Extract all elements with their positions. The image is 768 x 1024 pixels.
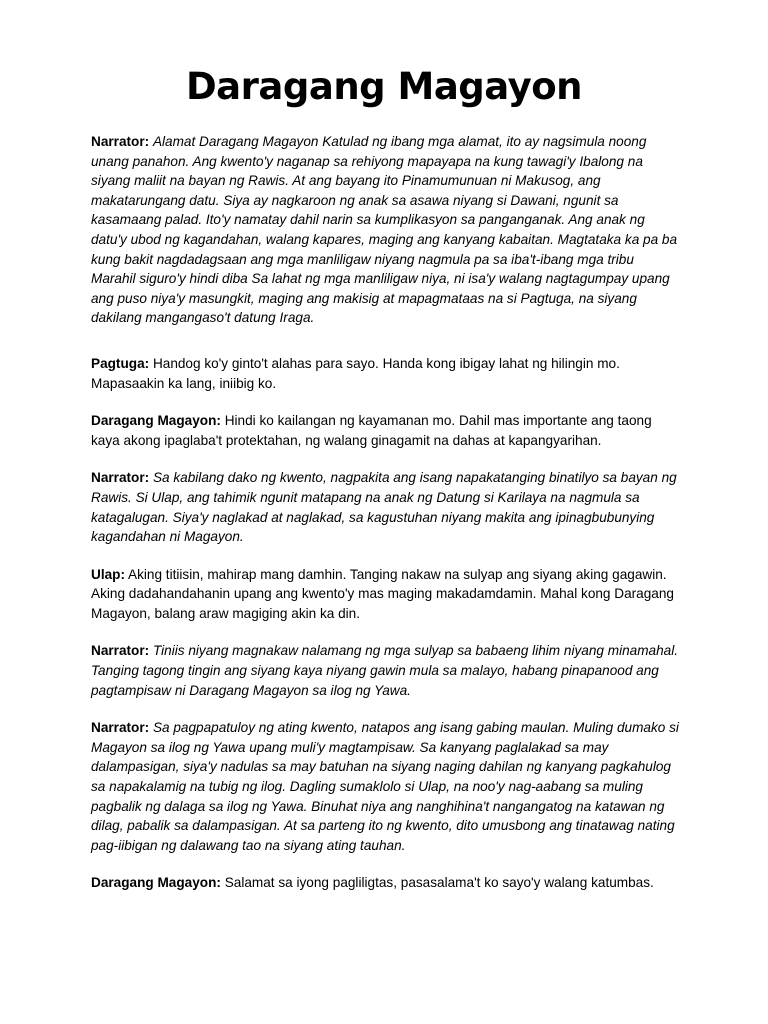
paragraph-text: Salamat sa iyong pagliligtas, pasasalama't ko sayo'y walang katumbas. — [224, 875, 654, 891]
paragraph-narrator-sulyap — [91, 641, 681, 700]
paragraph-magayon-reply — [91, 411, 681, 450]
speaker-label: Daragang Magayon: — [91, 875, 221, 891]
paragraph-text: Sa kabilang dako ng kwento, nagpakita ang isang napakatanging binatilyo sa bayan ng Rawis. Si Ulap, ang tahimik ngunit matapang na anak ng Datung si Karilaya na nagmula sa katagalugan. Siya'y naglakad at naglakad, sa kagustuhan niyang makita ang ipinagbubunying kagandahan ni Magayon. — [91, 470, 677, 545]
page-title: Daragang Magayon — [185, 65, 583, 108]
paragraph-narrator-ulap — [91, 468, 681, 546]
paragraph-text: Hindi ko kailangan ng kayamanan mo. Dahil mas importante ang taong kaya akong ipaglaba't protektahan, ng walang ginagamit na dahas at kapangyarihan. — [91, 413, 652, 448]
paragraph-text: Handog ko'y ginto't alahas para sayo. Handa kong ibigay lahat ng hilingin mo. Mapasaakin ka lang, iniibig ko. — [91, 355, 620, 391]
paragraph-text: Alamat Daragang Magayon Katulad ng ibang mga alamat, ito ay nagsimula noong unang panahon. Ang kwento'y naganap sa rehiyong mapayapa na kung tawagi'y Ibalong na siyang maliit na bayan ng Rawis. At ang bayang ito Pinamumunuan ni Makusog, ang makatarungang datu. Siya ay nagkaroon ng anak sa asawa niyang si Dawani, ngunit sa kasamaang palad. Ito'y namatay dahil narin sa kumplikasyon sa panganganak. Ang anak ng datu'y ubod ng kagandahan, walang kapares, maging ang kanyang kabaitan. Magtataka ka pa ba kung bakit nagdadagsaan ang mga manliligaw niyang nagmula pa sa iba't-ibang mga tribu Marahil siguro'y hindi diba Sa lahat ng mga manliligaw niya, ni isa'y walang nagtagumpay upang ang puso niya'y masungkit, maging ang makisig at mapagmataas na si Pagtuga, na siyang dakilang mangangaso't datung Iraga. — [91, 134, 678, 326]
paragraph-text: Sa pagpapatuloy ng ating kwento, natapos ang isang gabing maulan. Muling dumako si Magayon sa ilog ng Yawa upang muli'y magtampisaw. Sa kanyang paglalakad sa may dalampasigan, siya'y nadulas sa may batuhan na siyang naging dahilan ng kanyang pagkahulog sa napakalamig na tubig ng ilog. Dagling sumaklolo si Ulap, na noo'y nag-aabang sa muling pagbalik ng dalaga sa ilog ng Yawa. Binuhat niya ang nanghihina't nangangatog na katawan ng dilag, pabalik sa dalampasigan. At sa parteng ito ng kwento, dito umusbong ang tinatawag nating pag-iibigan ng dalawang tao na siyang ating tauhan. — [91, 720, 679, 853]
paragraph-magayon-thanks — [91, 873, 681, 893]
speaker-label: Narrator: — [91, 643, 150, 659]
speaker-label: Narrator: — [91, 470, 150, 486]
paragraph-ulap — [91, 565, 681, 624]
speaker-label: Narrator: — [91, 134, 150, 149]
speaker-label: Narrator: — [91, 720, 150, 736]
speaker-label: Pagtuga: — [91, 355, 150, 371]
paragraph-pagtuga — [91, 354, 681, 393]
paragraph-narrator-intro — [91, 132, 681, 328]
paragraph-text: Aking titiisin, mahirap mang damhin. Tanging nakaw na sulyap ang siyang aking gagawin. Aking dadahandahanin upang ang kwento'y mas maging makadamdamin. Mahal kong Daragang Magayon, balang araw magiging akin ka din. — [91, 566, 674, 621]
paragraph-text: Tiniis niyang magnakaw nalamang ng mga sulyap sa babaeng lihim niyang minamahal. Tanging tagong tingin ang siyang kaya niyang gawin mula sa malayo, habang pinapanood ang pagtampisaw ni Daragang Magayon sa ilog ng Yawa. — [91, 643, 679, 698]
paragraph-narrator-rescue — [91, 718, 681, 855]
document-body — [91, 132, 681, 911]
speaker-label: Daragang Magayon: — [91, 413, 221, 429]
speaker-label: Ulap: — [91, 566, 125, 582]
